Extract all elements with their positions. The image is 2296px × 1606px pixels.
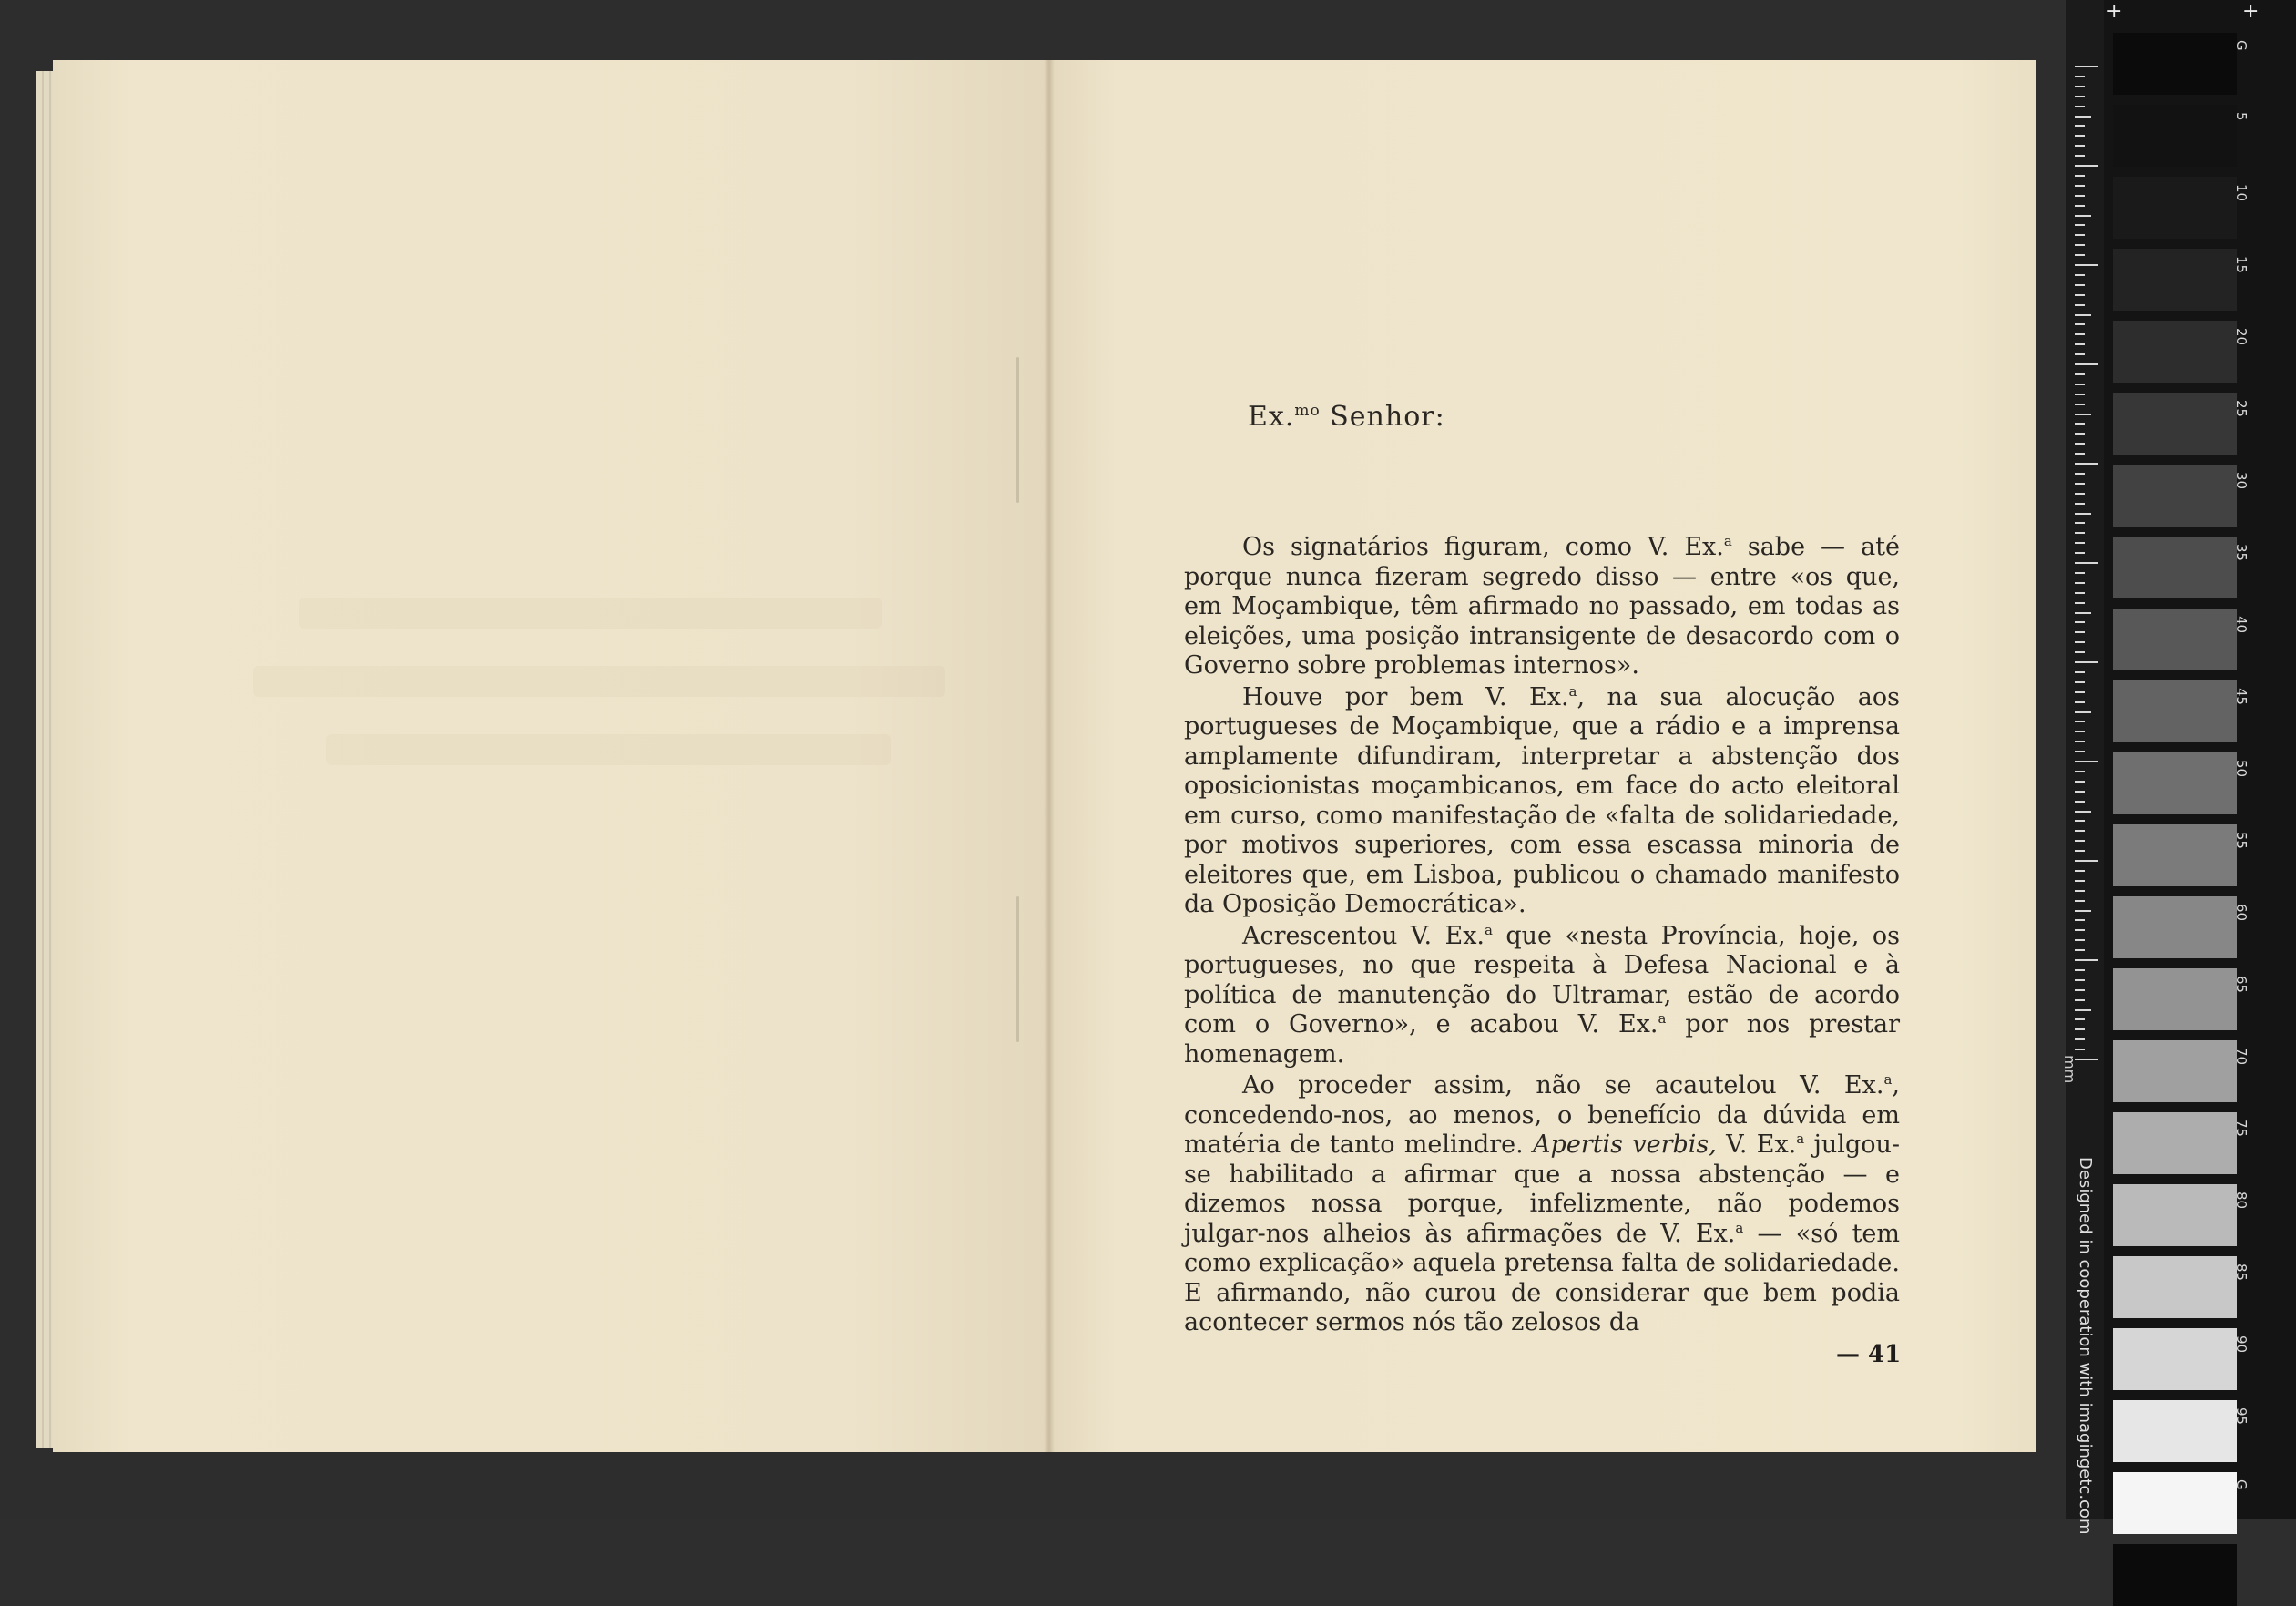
gray-patch (2113, 1184, 2237, 1246)
italic-text: Apertis verbis, (1533, 1130, 1717, 1159)
ruler-tick (2075, 890, 2085, 892)
grayscale-target (2104, 0, 2296, 1519)
ruler-tick (2075, 423, 2085, 425)
gray-patch (2113, 1112, 2237, 1174)
ruler-tick (2075, 691, 2085, 693)
gray-patch-label: 70 (2233, 1048, 2250, 1066)
ruler-tick (2075, 195, 2085, 197)
ruler-tick (2075, 552, 2085, 554)
left-page-blank (53, 60, 1048, 1452)
gray-patch (2113, 33, 2237, 95)
gray-patch-label: 45 (2233, 688, 2250, 706)
gray-patch (2113, 609, 2237, 670)
binding-stitch (1016, 896, 1019, 1042)
ruler-tick (2075, 443, 2085, 445)
superscript: a (1485, 921, 1493, 938)
show-through-line (253, 666, 945, 697)
ruler-tick (2075, 771, 2085, 772)
salutation: Ex.$^{mo}$ Senhor: (1248, 401, 1445, 433)
ruler-tick (2075, 125, 2085, 127)
gray-patch (2113, 537, 2237, 598)
gray-patch (2113, 680, 2237, 742)
ruler-tick (2075, 592, 2085, 594)
ruler-tick (2075, 631, 2085, 633)
text-run: que «nesta Província, hoje, os portugueses, no que respeita à Defesa Nacional e à política de manutenção do Ultramar, estão de acordo com o Governo», e acabou V. Ex. (1184, 921, 1900, 1038)
gray-patch (2113, 105, 2237, 167)
ruler-tick (2075, 473, 2085, 475)
paragraph (1184, 922, 1900, 1070)
scan-credit: Designed in cooperation with imagingetc.com (2076, 1157, 2095, 1535)
ruler-ticks (2075, 66, 2102, 1068)
gray-patch (2113, 1544, 2237, 1606)
binding-stitch (1016, 357, 1019, 503)
gray-patch (2113, 177, 2237, 239)
ruler-tick (2075, 244, 2085, 246)
gray-patch (2113, 321, 2237, 383)
ruler-tick (2075, 870, 2085, 872)
gray-patch (2113, 824, 2237, 886)
ruler-tick (2075, 900, 2085, 902)
ruler-tick (2075, 781, 2085, 783)
ruler-tick (2075, 463, 2098, 465)
ruler-tick (2075, 582, 2085, 584)
ruler-tick (2075, 741, 2085, 742)
ruler-tick (2075, 522, 2085, 524)
gray-patch-label: 65 (2233, 976, 2250, 994)
text-run: Ao proceder assim, não se acautelou V. Ex. (1242, 1071, 1884, 1100)
ruler-tick (2075, 76, 2085, 77)
ruler-tick (2075, 224, 2085, 226)
ruler-tick (2075, 562, 2098, 564)
ruler-tick (2075, 661, 2098, 663)
superscript: a (1723, 533, 1732, 549)
ruler-tick (2075, 969, 2085, 971)
ruler-tick (2075, 333, 2085, 335)
gray-patch-label: 25 (2233, 400, 2250, 418)
ruler-tick (2075, 602, 2085, 604)
gray-patch-label: 5 (2233, 112, 2250, 121)
ruler-tick (2075, 155, 2085, 157)
ruler-tick (2075, 919, 2085, 921)
ruler-tick (2075, 254, 2085, 256)
ruler-tick (2075, 820, 2085, 822)
ruler-tick (2075, 373, 2085, 375)
ruler-tick (2075, 830, 2085, 832)
gray-patch-label: 75 (2233, 1120, 2250, 1138)
text-run: — «só tem como explicação» aquela pretensa falta de solidariedade. E afirmando, não curou de considerar que bem podia acontecer sermos nós tão zelosos da (1184, 1219, 1901, 1336)
text-run: julgou-se habilitado a afirmar que a nossa abstenção — e dizemos nossa porque, infelizmente, não podemos julgar-nos alheios às afirmações de V. Ex. (1184, 1130, 1900, 1248)
ruler-tick (2075, 681, 2085, 683)
gray-patch-label: 15 (2233, 256, 2250, 274)
text-run: por nos prestar homenagem. (1184, 1010, 1900, 1069)
gray-patch-label: 95 (2233, 1407, 2250, 1426)
ruler-tick (2075, 612, 2091, 614)
ruler-unit-label: mm (2061, 1055, 2078, 1084)
ruler-tick (2075, 711, 2091, 713)
ruler-tick (2075, 165, 2098, 167)
gray-patch (2113, 465, 2237, 527)
ruler-tick (2075, 532, 2085, 534)
ruler-tick (2075, 1049, 2085, 1050)
ruler-tick (2075, 979, 2085, 981)
ruler-tick (2075, 929, 2085, 931)
paragraph (1184, 1071, 1900, 1338)
ruler-tick (2075, 651, 2085, 653)
ruler-tick (2075, 880, 2085, 882)
text-run: , concedendo-nos, ao menos, o benefício da dúvida em matéria de tanto melindre. (1184, 1071, 1900, 1159)
text-run: V. Ex. (1716, 1130, 1797, 1159)
ruler-tick (2075, 135, 2085, 137)
ruler-tick (2075, 433, 2085, 435)
gray-patch-label: 35 (2233, 544, 2250, 562)
gray-patch (2113, 1040, 2237, 1102)
ruler-tick (2075, 394, 2085, 395)
ruler-tick (2075, 641, 2085, 643)
page-number: — 41 (1836, 1341, 1902, 1368)
letter-text (1184, 401, 1900, 1338)
ruler-tick (2075, 234, 2085, 236)
ruler-tick (2075, 106, 2085, 107)
ruler-tick (2075, 910, 2091, 912)
superscript: a (1735, 1219, 1744, 1236)
gray-patch (2113, 1400, 2237, 1462)
ruler-tick (2075, 175, 2085, 177)
registration-mark: + (2106, 0, 2123, 23)
ruler-tick (2075, 483, 2085, 485)
ruler-tick (2075, 701, 2085, 703)
ruler-tick (2075, 294, 2085, 296)
ruler-tick (2075, 363, 2098, 365)
gray-patch-label: 40 (2233, 616, 2250, 634)
gray-patch (2113, 1256, 2237, 1318)
superscript: a (1796, 1130, 1805, 1147)
ruler-tick (2075, 621, 2085, 623)
ruler-tick (2075, 86, 2085, 87)
ruler-tick (2075, 414, 2091, 415)
registration-mark: + (2242, 0, 2260, 23)
gray-patch (2113, 896, 2237, 958)
gray-patch-label: 55 (2233, 832, 2250, 850)
gray-patch-label: 30 (2233, 472, 2250, 490)
ruler-tick (2075, 304, 2085, 306)
ruler-tick (2075, 959, 2098, 961)
ruler-tick (2075, 404, 2085, 405)
gray-patch-label: G (2233, 40, 2250, 51)
superscript: a (1568, 682, 1577, 700)
ruler-tick (2075, 96, 2085, 97)
ruler-tick (2075, 384, 2085, 385)
ruler-tick (2075, 721, 2085, 722)
gray-patch (2113, 393, 2237, 455)
text-run: , na sua alocução aos portugueses de Moçambique, que a rádio e a imprensa amplamente difundiram, interpretar a abstenção dos oposicionistas moçambicanos, em face do acto eleitoral em curso, como manifestação de «falta de solidariedade, por motivos superiores, com essa escassa minoria de eleitores que, em Lisboa, publicou o chamado manifesto da Oposição Democrática». (1184, 682, 1900, 918)
ruler-tick (2075, 493, 2085, 495)
ruler-tick (2075, 343, 2085, 345)
gray-patch-label: 80 (2233, 1192, 2250, 1210)
paragraph (1184, 533, 1900, 681)
show-through-line (299, 598, 882, 629)
body-paragraphs (1184, 533, 1900, 1338)
ruler-tick (2075, 572, 2085, 574)
ruler-tick (2075, 1038, 2085, 1040)
ruler-tick (2075, 939, 2085, 941)
gray-patch-label: 90 (2233, 1335, 2250, 1354)
ruler-tick (2075, 1018, 2085, 1020)
ruler-tick (2075, 116, 2091, 118)
ruler-tick (2075, 811, 2091, 813)
ruler-tick (2075, 185, 2085, 187)
ruler-tick (2075, 542, 2085, 544)
ruler-tick (2075, 274, 2085, 276)
ruler-tick (2075, 145, 2085, 147)
ruler-tick (2075, 1009, 2091, 1011)
text-run: Os signatários figuram, como V. Ex. (1242, 533, 1724, 561)
ruler-tick (2075, 453, 2085, 455)
text-run: Acrescentou V. Ex. (1242, 921, 1485, 950)
ruler-tick (2075, 1028, 2085, 1030)
gray-patch (2113, 1472, 2237, 1534)
gray-patch-label: 10 (2233, 184, 2250, 202)
ruler-tick (2075, 323, 2085, 325)
gray-patch-label: G (2233, 1479, 2250, 1490)
ruler-tick (2075, 503, 2085, 505)
ruler-tick (2075, 989, 2085, 991)
gray-patch-label: 60 (2233, 904, 2250, 922)
superscript: a (1883, 1071, 1893, 1088)
ruler-tick (2075, 949, 2085, 951)
superscript: a (1658, 1010, 1667, 1027)
ruler-tick (2075, 850, 2085, 852)
ruler-tick (2075, 791, 2085, 793)
text-run: Houve por bem V. Ex. (1242, 682, 1569, 711)
gray-patch-label: 20 (2233, 328, 2250, 346)
ruler-tick (2075, 860, 2098, 862)
ruler-tick (2075, 215, 2091, 217)
ruler-tick (2075, 840, 2085, 842)
gray-patch (2113, 1328, 2237, 1390)
ruler-tick (2075, 353, 2085, 355)
ruler-tick (2075, 264, 2098, 266)
paragraph (1184, 683, 1900, 920)
gray-patch-label: 50 (2233, 760, 2250, 778)
gray-patch (2113, 249, 2237, 311)
ruler-tick (2075, 761, 2098, 762)
gray-patch-label: 85 (2233, 1263, 2250, 1282)
gray-patch (2113, 752, 2237, 814)
ruler-tick (2075, 999, 2085, 1001)
ruler-tick (2075, 731, 2085, 732)
ruler-tick (2075, 284, 2085, 286)
show-through-line (326, 734, 891, 765)
ruler-tick (2075, 751, 2085, 752)
book-gutter (1044, 60, 1055, 1452)
ruler-tick (2075, 513, 2091, 515)
gray-patch (2113, 968, 2237, 1030)
ruler-tick (2075, 671, 2085, 673)
ruler-tick (2075, 66, 2098, 67)
text-run: sabe — até porque nunca fizeram segredo disso — entre «os que, em Moçambique, têm afirmado no passado, em todas as eleições, uma posição intransigente de desacordo com o Governo sobre problemas internos». (1184, 533, 1900, 680)
ruler-tick (2075, 314, 2091, 316)
ruler-tick (2075, 205, 2085, 207)
ruler-tick (2075, 801, 2085, 803)
